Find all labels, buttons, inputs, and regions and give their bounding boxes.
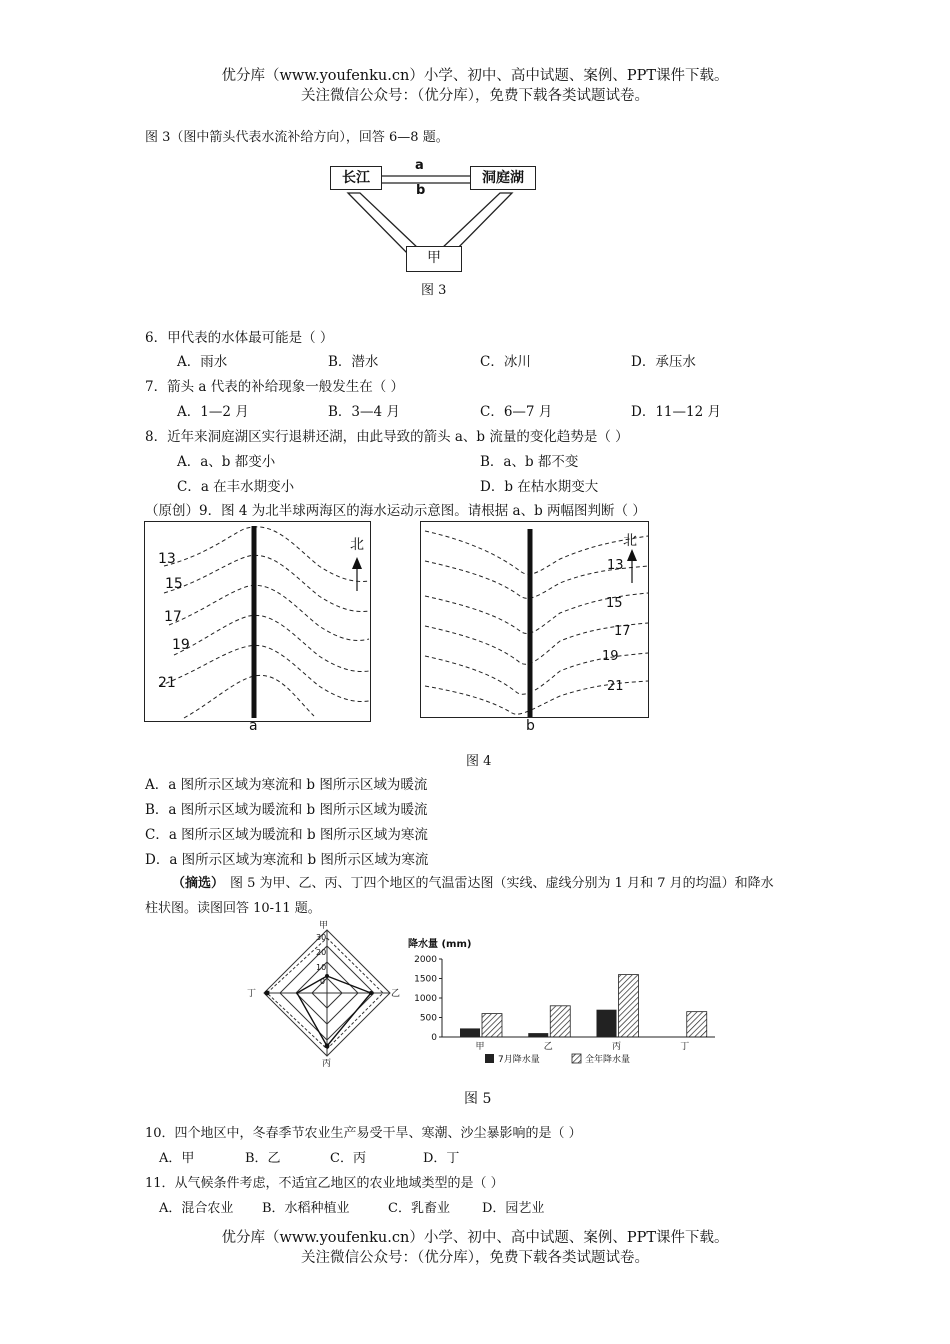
bar-annual-2 xyxy=(619,975,639,1037)
fig4b-label-19: 19 xyxy=(602,649,619,664)
q10-stem: 10．四个地区中，冬春季节农业生产易受干旱、寒潮、沙尘暴影响的是（ ） xyxy=(145,1126,582,1141)
q11-option-c: C．乳畜业 xyxy=(388,1201,450,1216)
intro10-tag: （摘选） xyxy=(172,876,225,891)
intro10-line1: 图 5 为甲、乙、丙、丁四个地区的气温雷达图（实线、虚线分别为 1 月和 7 月的均温）和降水 xyxy=(230,876,774,891)
legend-swatch-annual xyxy=(572,1054,581,1063)
bar-ytick-label: 0 xyxy=(431,1033,437,1043)
fig4b-panel xyxy=(420,521,650,719)
radar-axis-ding: 丁 xyxy=(247,989,257,999)
fig4a-panel-label: a xyxy=(249,718,258,734)
legend-label-july: 7月降水量 xyxy=(498,1055,540,1065)
q7-option-a: A．1—2 月 xyxy=(177,404,249,420)
box-dongting: 洞庭湖 xyxy=(470,166,536,190)
bar-july-0 xyxy=(460,1028,480,1037)
q7-option-c: C．6—7 月 xyxy=(480,404,553,420)
bar-ytick-label: 2000 xyxy=(414,955,437,965)
q7-option-b: B．3—4 月 xyxy=(328,404,400,420)
fig3-caption: 图 3 xyxy=(421,283,447,298)
radar-tick-10: 10 xyxy=(316,963,327,972)
q10-option-a: A．甲 xyxy=(159,1151,195,1166)
fig4a-label-19: 19 xyxy=(172,637,190,653)
q10-option-d: D．丁 xyxy=(423,1151,460,1166)
q7-option-d: D．11—12 月 xyxy=(631,404,721,420)
box-changjiang: 长江 xyxy=(330,166,382,190)
fig3-intro: 图 3（图中箭头代表水流补给方向），回答 6—8 题。 xyxy=(145,130,449,145)
bar-annual-0 xyxy=(482,1014,502,1037)
fig4b-north: 北 xyxy=(623,533,637,549)
q6-option-b: B．潜水 xyxy=(328,354,379,370)
bar-july-1 xyxy=(528,1033,548,1037)
precip-bar-chart xyxy=(400,935,720,1075)
q7-stem: 7．箭头 a 代表的补给现象一般发生在（ ） xyxy=(145,379,405,395)
bar-july-2 xyxy=(597,1010,617,1037)
bar-ytick-label: 500 xyxy=(419,1013,437,1024)
q11-option-d: D．园艺业 xyxy=(482,1201,545,1216)
header-line-2: 关注微信公众号：（优分库），免费下载各类试题试卷。 xyxy=(301,88,649,104)
fig4a-north: 北 xyxy=(350,537,364,553)
radar-axis-jia: 甲 xyxy=(319,921,329,931)
q6-option-a: A．雨水 xyxy=(177,354,228,370)
q8-option-d: D．b 在枯水期变大 xyxy=(480,479,599,495)
q8-option-b: B．a、b 都不变 xyxy=(480,454,579,470)
radar-tick-30: 30 xyxy=(316,933,327,942)
fig4-caption: 图 4 xyxy=(466,754,492,769)
intro10-line2: 柱状图。读图回答 10-11 题。 xyxy=(145,901,321,916)
bar-ytick-label: 1000 xyxy=(414,994,437,1004)
q8-option-c: C．a 在丰水期变小 xyxy=(177,479,295,495)
bar-ylabel: 降水量 (mm) xyxy=(408,939,472,950)
fig4b-label-13: 13 xyxy=(607,558,624,573)
radar-chart xyxy=(245,918,401,1069)
q9-stem: （原创）9．图 4 为北半球两海区的海水运动示意图。请根据 a、b 两幅图判断（ ） xyxy=(145,503,646,519)
radar-tick-20: 20 xyxy=(316,948,327,957)
q11-option-b: B．水稻种植业 xyxy=(262,1201,350,1216)
box-jia: 甲 xyxy=(406,246,462,272)
fig5-caption: 图 5 xyxy=(464,1091,492,1107)
fig4b-panel-label: b xyxy=(526,718,535,734)
bar-category-label: 丙 xyxy=(611,1042,622,1052)
q6-stem: 6．甲代表的水体最可能是（ ） xyxy=(145,330,334,346)
left-band xyxy=(348,193,420,254)
bar-category-label: 乙 xyxy=(543,1042,553,1052)
fig4a-panel xyxy=(144,521,372,723)
q6-option-d: D．承压水 xyxy=(631,354,696,370)
q9-option-c: C．a 图所示区域为暖流和 b 图所示区域为寒流 xyxy=(145,827,428,843)
q9-option-d: D．a 图所示区域为寒流和 b 图所示区域为寒流 xyxy=(145,852,429,868)
footer-line-1: 优分库（www.youfenku.cn）小学、初中、高中试题、案例、PPT课件下载。 xyxy=(221,1230,729,1246)
q11-option-a: A．混合农业 xyxy=(159,1201,234,1216)
q9-option-b: B．a 图所示区域为暖流和 b 图所示区域为暖流 xyxy=(145,802,428,818)
header-line-1: 优分库（www.youfenku.cn）小学、初中、高中试题、案例、PPT课件下载。 xyxy=(221,68,729,84)
q9-option-a: A．a 图所示区域为寒流和 b 图所示区域为暖流 xyxy=(145,777,428,793)
bar-category-label: 甲 xyxy=(475,1042,485,1052)
q11-stem: 11．从气候条件考虑，不适宜乙地区的农业地域类型的是（ ） xyxy=(145,1176,504,1191)
arrow-a-label: a xyxy=(415,158,424,173)
fig4b-label-21: 21 xyxy=(607,679,624,694)
legend-label-annual: 全年降水量 xyxy=(585,1055,631,1065)
q10-option-b: B．乙 xyxy=(245,1151,281,1166)
q6-option-c: C．冰川 xyxy=(480,354,531,370)
fig4b-label-17: 17 xyxy=(614,624,631,639)
q10-option-c: C．丙 xyxy=(330,1151,366,1166)
legend-swatch-july xyxy=(485,1054,494,1063)
q8-stem: 8．近年来洞庭湖区实行退耕还湖，由此导致的箭头 a、b 流量的变化趋势是（ ） xyxy=(145,429,629,445)
radar-axis-bing: 丙 xyxy=(322,1059,332,1069)
fig4a-label-21: 21 xyxy=(158,675,176,691)
right-band xyxy=(440,193,512,254)
fig4a-label-13: 13 xyxy=(158,551,176,567)
radar-axis-yi: 乙 xyxy=(391,989,401,999)
q8-option-a: A．a、b 都变小 xyxy=(177,454,276,470)
radar-tick-0: 0 xyxy=(320,977,326,986)
fig4a-label-15: 15 xyxy=(165,576,183,592)
footer-line-2: 关注微信公众号：（优分库），免费下载各类试题试卷。 xyxy=(301,1250,649,1266)
bar-category-label: 丁 xyxy=(680,1042,690,1052)
bar-annual-1 xyxy=(550,1006,570,1037)
arrow-b-label: b xyxy=(416,183,426,198)
bar-annual-3 xyxy=(687,1012,707,1037)
bar-ytick-label: 1500 xyxy=(414,974,437,985)
fig4a-label-17: 17 xyxy=(164,609,182,625)
radar-jan-series xyxy=(297,976,371,1046)
fig4b-label-15: 15 xyxy=(606,596,623,611)
